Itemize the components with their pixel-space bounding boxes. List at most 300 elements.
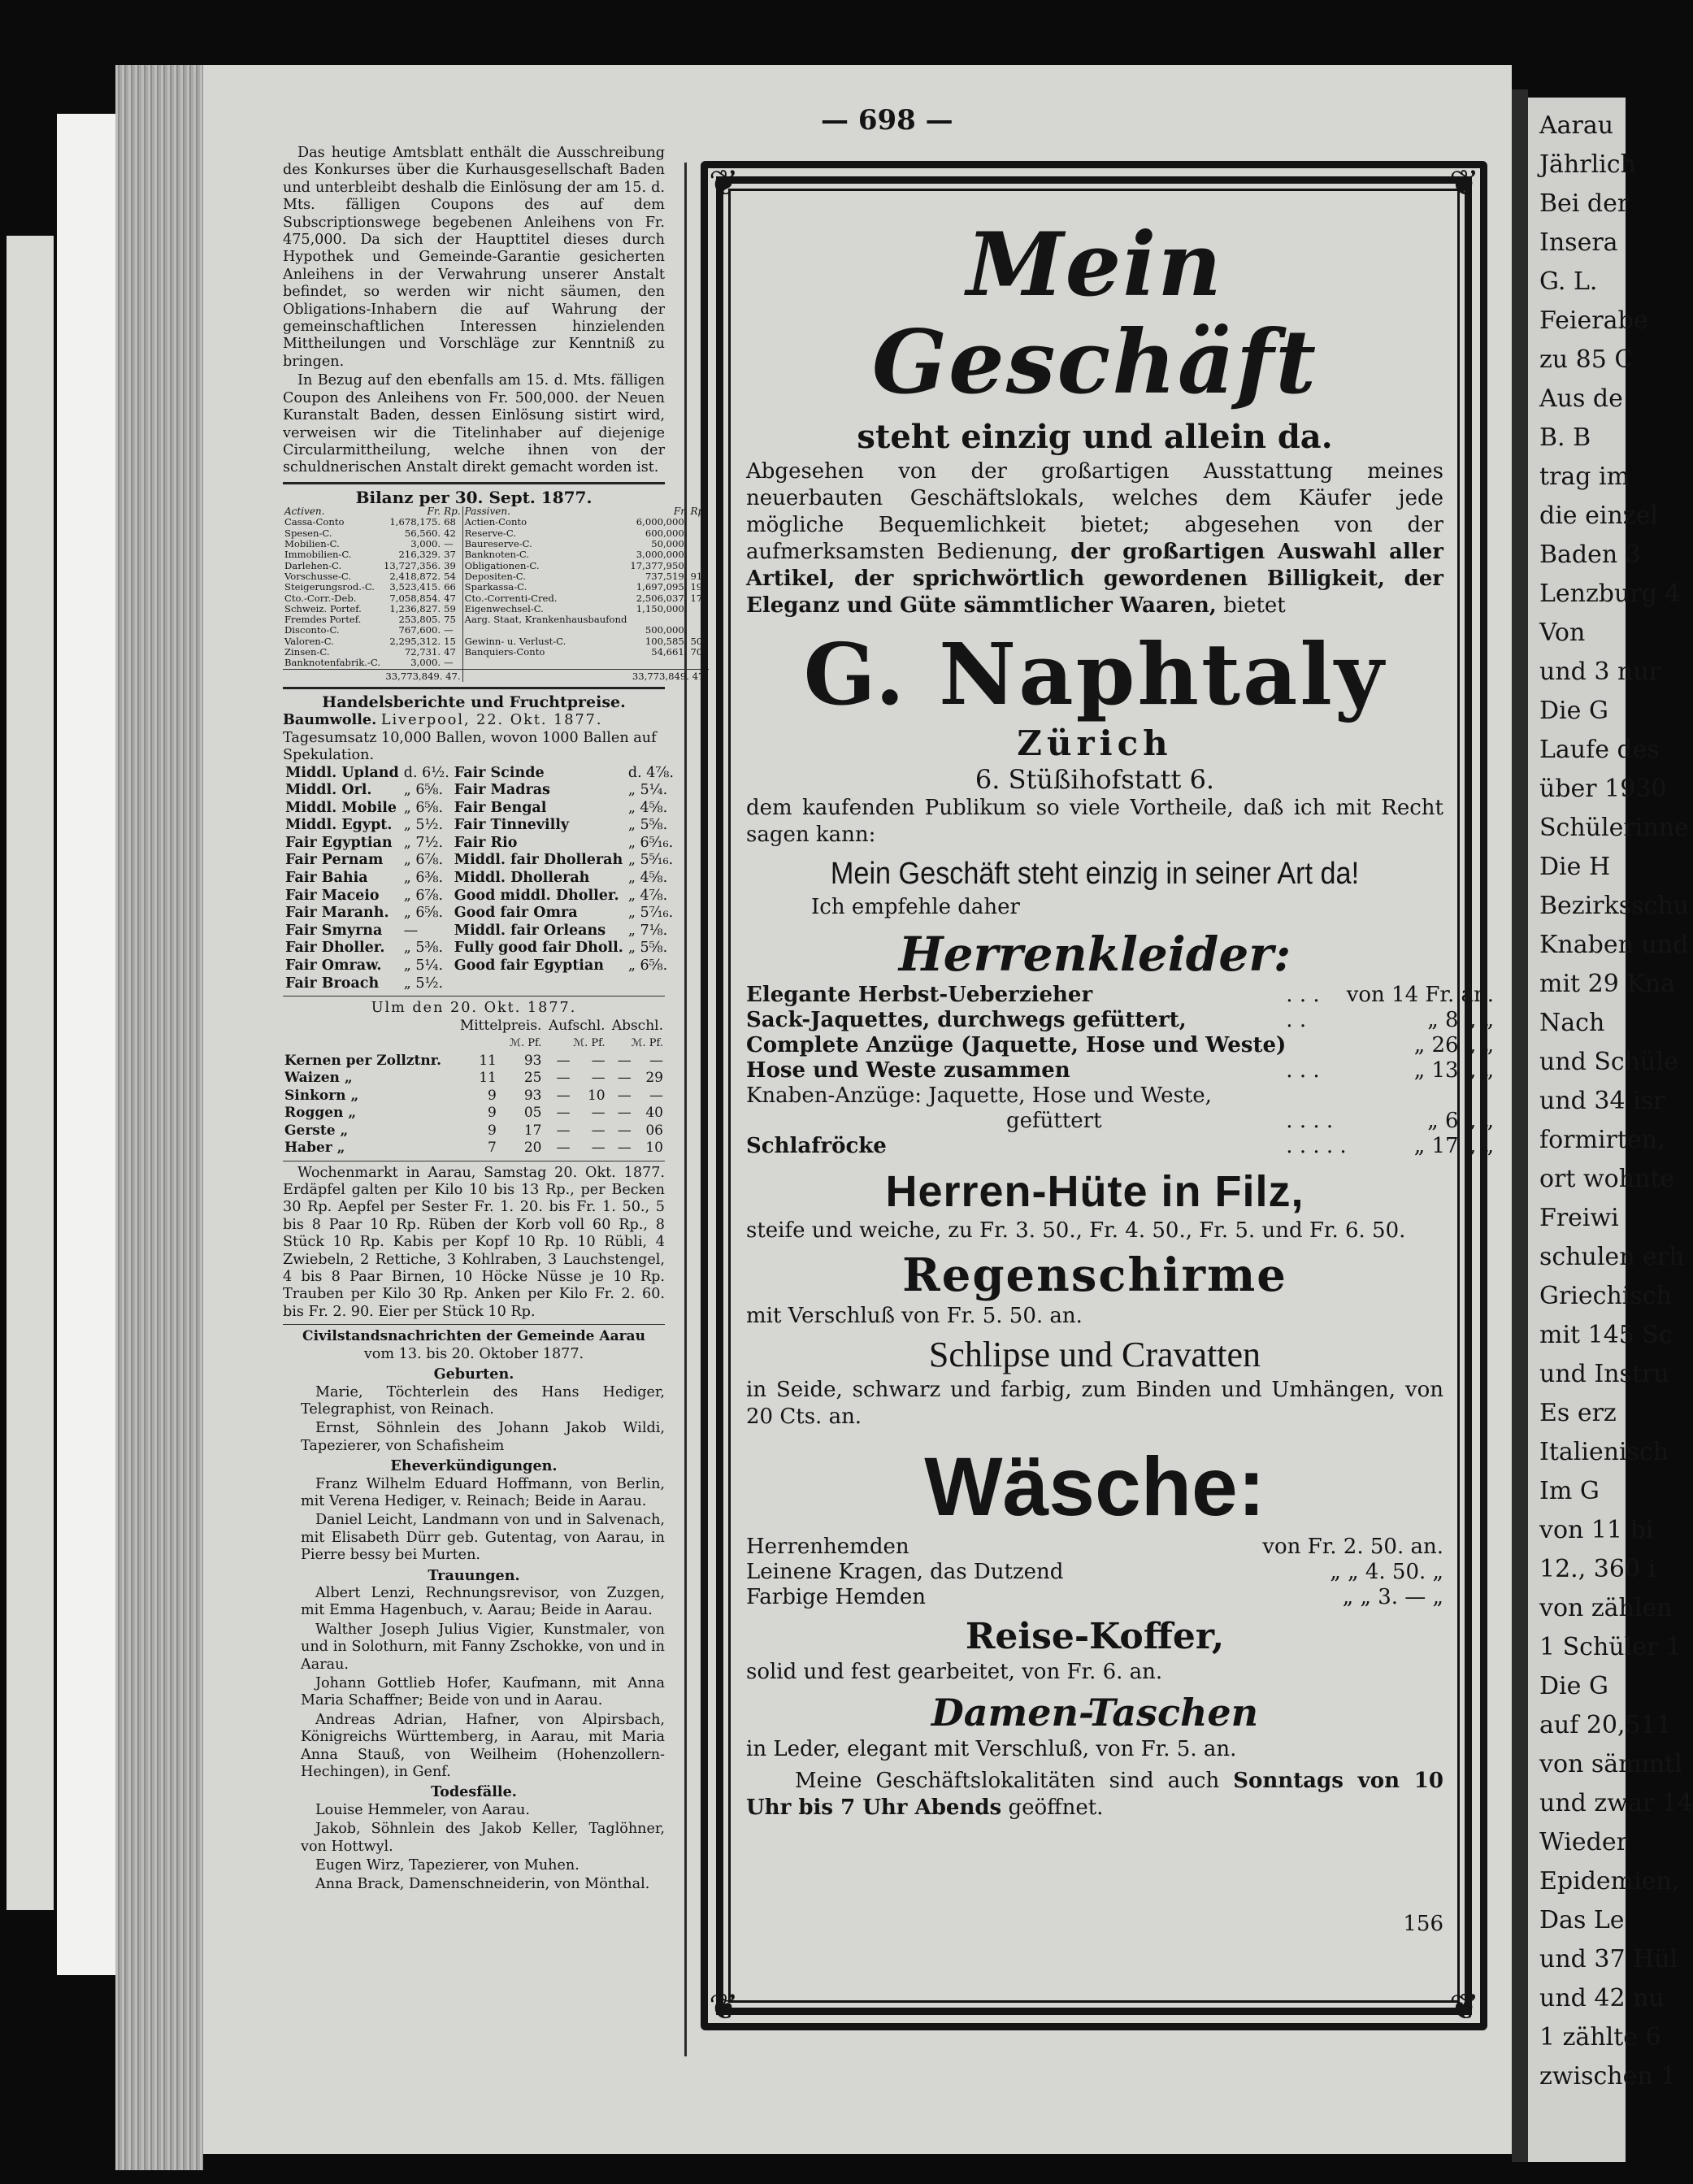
- bilanz-cell: 56,560.: [404, 527, 441, 539]
- facing-page-line: über 1930: [1539, 775, 1667, 803]
- bilanz-fr-head: Fr.: [427, 506, 441, 518]
- ad-subheadline: steht einzig und allein da.: [857, 418, 1333, 456]
- facing-page-line: von sämmtl: [1539, 1750, 1682, 1778]
- cotton-cell: „ 4⅝.: [627, 799, 668, 816]
- price-row: [746, 1535, 1443, 1560]
- price-row: [746, 1008, 1494, 1033]
- item-name: Herrenhemden: [746, 1535, 909, 1559]
- herrenkleider-price-list: [746, 983, 1494, 1159]
- facing-page-line: formirten,: [1539, 1126, 1665, 1154]
- bilanz-cell: [462, 658, 628, 669]
- civil-entry: Johann Gottlieb Hofer, Kaufmann, mit Anna Maria Schaffner; Beide von und in Aarau.: [301, 1675, 665, 1709]
- facing-page-line: Insera: [1539, 228, 1618, 257]
- bilanz-cell: 91: [690, 570, 703, 582]
- facing-page-line: Nach: [1539, 1009, 1605, 1037]
- bilanz-cell: Obligationen-C.: [462, 561, 628, 571]
- cotton-cell: „ 6⅝.: [627, 957, 668, 975]
- facing-page-line: Von: [1539, 619, 1586, 647]
- leader-dots: [1286, 1083, 1346, 1109]
- cotton-cell: Middl. Egypt.: [285, 817, 393, 834]
- grain-cell: —: [556, 1140, 571, 1157]
- cotton-cell: —: [403, 922, 419, 939]
- bilanz-cell: 17,377,950.: [630, 559, 688, 571]
- facing-page-line: und 37 Hül: [1539, 1945, 1678, 1973]
- cotton-label: Baumwolle.: [283, 711, 377, 729]
- item-price: „ „ 3. — „: [1342, 1585, 1443, 1609]
- civil-title: Civilstandsnachrichten der Gemeinde Aarau: [302, 1328, 645, 1345]
- divider: [283, 482, 665, 484]
- bilanz-cell: Mobilien-C.: [284, 538, 340, 550]
- cotton-cell: Fair Pernam: [285, 852, 384, 869]
- bilanz-cell: 50,000.: [651, 538, 688, 550]
- grain-cell: 9: [488, 1122, 497, 1139]
- bilanz-row: [283, 539, 709, 549]
- cotton-row: [283, 852, 676, 870]
- facing-page-line: 12., 360 i: [1539, 1555, 1656, 1583]
- bilanz-activen-head: Activen.: [284, 506, 325, 518]
- cotton-cell: „ 6⁵⁄₁₆.: [627, 834, 674, 851]
- cotton-cell: „ 5½.: [403, 975, 444, 992]
- leader-dots: [1286, 1033, 1346, 1058]
- grain-row: [283, 1140, 665, 1157]
- item-price: von 14 Fr. an.: [1346, 983, 1495, 1007]
- item-price: „ 8 „ „: [1427, 1008, 1495, 1032]
- facing-page-line: schulen erh: [1539, 1243, 1685, 1271]
- bilanz-cell: 6,000,000.: [636, 516, 688, 528]
- civil-entry: Jakob, Söhnlein des Jakob Keller, Taglöhner, von Hottwyl.: [301, 1821, 665, 1855]
- bilanz-title: Bilanz per 30. Sept. 1877.: [355, 487, 593, 507]
- bilanz-cell: 19: [690, 581, 703, 593]
- bilanz-cell: 3,000.: [410, 657, 441, 669]
- civil-entry: Anna Brack, Damenschneiderin, von Mönthal.: [315, 1876, 650, 1893]
- cotton-row: [283, 817, 676, 835]
- facing-page-line: G. L.: [1539, 267, 1598, 296]
- grain-head-abschl: Abschl.: [611, 1017, 663, 1034]
- cotton-row: [283, 923, 676, 940]
- stacked-page-edges: [115, 65, 203, 2170]
- facing-page-line: 1 zählte 6: [1539, 2023, 1661, 2052]
- facing-page-line: B. B: [1539, 423, 1591, 452]
- grain-cell: 93: [523, 1052, 542, 1069]
- grain-cell: —: [591, 1052, 606, 1069]
- cotton-cell: [626, 975, 676, 993]
- bilanz-cell: 37: [444, 549, 456, 561]
- grain-cell: 29: [645, 1070, 663, 1087]
- facing-page-line: und 42 nu: [1539, 1984, 1665, 2012]
- bilanz-cell: 2,295,312.: [389, 635, 441, 647]
- cotton-cell: Fully good fair Dholl.: [454, 940, 623, 957]
- bilanz-total-activen: 33,773,849. 47.: [382, 669, 462, 682]
- facing-page-line: Die H: [1539, 853, 1611, 881]
- ad-intro-2: dem kaufenden Publikum so viele Vortheile, daß ich mit Recht sagen kann:: [746, 796, 1443, 847]
- cotton-cell: „ 5¼.: [403, 957, 444, 975]
- grain-cell: —: [556, 1122, 571, 1139]
- bilanz-row: [283, 636, 709, 647]
- bilanz-cell: 1,150,000.: [636, 602, 688, 614]
- bilanz-row: [283, 582, 709, 593]
- grain-cell: 11: [479, 1052, 497, 1069]
- cotton-cell: Fair Bahia: [285, 870, 368, 887]
- cotton-cell: Middl. Upland: [285, 764, 399, 781]
- bilanz-cell: 47: [444, 592, 456, 604]
- facing-page-line: Aus de: [1539, 384, 1623, 413]
- ad-intro-c: bietet: [1223, 593, 1286, 618]
- grain-row: [283, 1122, 665, 1140]
- bilanz-cell: Schweiz. Portef.: [284, 602, 362, 614]
- grain-cell: 9: [488, 1087, 497, 1104]
- facing-page-line: und zwar 14: [1539, 1789, 1693, 1817]
- cotton-row: [283, 870, 676, 888]
- section-herren-huete: Herren-Hüte in Filz,: [885, 1167, 1304, 1216]
- cotton-cell: Middl. fair Orleans: [454, 922, 606, 939]
- page-number: — 698 —: [821, 104, 953, 137]
- bilanz-cell: 50: [690, 635, 703, 647]
- cotton-cell: Fair Smyrna: [285, 922, 383, 939]
- grain-cell: 20: [523, 1140, 542, 1157]
- bilanz-cell: Aarg. Staat, Krankenhausbaufond: [462, 614, 628, 625]
- grain-cell: Kernen per Zollztnr.: [284, 1052, 442, 1069]
- bilanz-cell: Darlehen-C.: [284, 559, 342, 571]
- cotton-cell: „ 5¼.: [627, 782, 668, 799]
- handel-title: Handelsberichte und Fruchtpreise.: [322, 693, 626, 711]
- bilanz-cell: Cto.-Correnti-Cred.: [462, 593, 628, 604]
- bilanz-rp-head: Rp.: [444, 506, 461, 518]
- bilanz-row: [283, 625, 709, 636]
- section-schlipse: Schlipse und Cravatten: [928, 1335, 1261, 1374]
- bilanz-cell: 7,058,854.: [389, 592, 441, 604]
- bilanz-row: [283, 604, 709, 614]
- grain-cell: 05: [523, 1105, 542, 1122]
- cotton-row: [283, 975, 676, 993]
- bilanz-cell: —: [444, 657, 454, 669]
- cotton-row: [283, 800, 676, 818]
- facing-page-line: und 3 nur: [1539, 658, 1660, 686]
- facing-page-line: von 11 bi: [1539, 1516, 1654, 1544]
- grain-unit: ℳ. Pf.: [510, 1037, 542, 1050]
- facing-page-line: und Schüle: [1539, 1048, 1678, 1076]
- koffer-text: solid und fest gearbeitet, von Fr. 6. an.: [746, 1660, 1163, 1684]
- grain-cell: 40: [645, 1105, 663, 1122]
- bilanz-cell: —: [444, 624, 454, 636]
- bilanz-cell: Spesen-C.: [284, 527, 332, 539]
- bilanz-cell: Zinsen-C.: [284, 645, 330, 658]
- grain-cell: 25: [523, 1070, 542, 1087]
- cotton-cell: Fair Egyptian: [285, 834, 393, 851]
- cotton-cell: „ 4⅞.: [627, 887, 668, 904]
- bilanz-cell: 253,805.: [398, 614, 441, 626]
- ulm-title: Ulm den 20. Okt. 1877.: [371, 1000, 577, 1017]
- bilanz-cell: 17: [690, 592, 703, 604]
- huete-text: steife und weiche, zu Fr. 3. 50., Fr. 4. 50., Fr. 5. und Fr. 6. 50.: [746, 1218, 1406, 1243]
- grain-cell: —: [617, 1070, 632, 1087]
- bilanz-cell: 15: [444, 635, 456, 647]
- bilanz-cell: 2,418,872.: [389, 570, 441, 582]
- cotton-cell: Fair Broach: [285, 975, 380, 992]
- cotton-cell: „ 5⅝.: [627, 817, 668, 834]
- facing-page-line: mit 145 Sc: [1539, 1321, 1673, 1349]
- naphtaly-advertisement: [701, 161, 1495, 2030]
- facing-page-line: Jährlich: [1539, 150, 1636, 179]
- cotton-cell: Fair Maceio: [285, 887, 380, 904]
- facing-page-line: Die G: [1539, 1672, 1608, 1700]
- price-row: [746, 1134, 1494, 1159]
- corner-ornament-icon: ❦: [1449, 163, 1479, 204]
- corner-ornament-icon: ❦: [1449, 1986, 1479, 2028]
- bilanz-cell: Steigerungsrod.-C.: [284, 581, 375, 593]
- facing-page-line: Das Le: [1539, 1906, 1625, 1934]
- price-row: [746, 1058, 1494, 1083]
- cotton-row: [283, 835, 676, 853]
- bilanz-cell: 500,000.: [645, 624, 688, 636]
- cotton-cell: „ 7⅛.: [627, 922, 668, 939]
- cotton-row: [283, 940, 676, 957]
- bilanz-row: [283, 517, 709, 528]
- grain-head-mittel: Mittelpreis.: [459, 1017, 542, 1034]
- bilanz-cell: Depositen-C.: [462, 571, 628, 582]
- facing-page-line: die einzel: [1539, 501, 1658, 530]
- civil-entry: Louise Hemmeler, von Aarau.: [315, 1801, 530, 1818]
- item-price: „ 13 „ „: [1413, 1058, 1495, 1083]
- bilanz-cell: Gewinn- u. Verlust-C.: [462, 636, 628, 647]
- geburten-heading: Geburten.: [433, 1366, 514, 1383]
- cotton-cell: „ 6⅜.: [403, 870, 444, 887]
- bilanz-cell: Valoren-C.: [284, 635, 334, 647]
- bilanz-cell: Fremdes Portef.: [284, 614, 362, 626]
- opening-b: Sonntags von 10 Uhr bis 7 Uhr Abends: [746, 1769, 1443, 1820]
- grain-cell: —: [591, 1140, 606, 1157]
- bilanz-cell: Cassa-Conto: [284, 516, 345, 528]
- bilanz-cell: Baureserve-C.: [462, 539, 628, 549]
- corner-ornament-icon: ❦: [709, 163, 739, 204]
- item-name: gefüttert: [1006, 1109, 1102, 1133]
- ehe-heading: Eheverkündigungen.: [390, 1457, 558, 1475]
- bilanz-cell: 3,000.: [410, 538, 441, 550]
- cotton-cell: Good middl. Dholler.: [454, 887, 619, 904]
- item-name: Hose und Weste zusammen: [746, 1058, 1070, 1083]
- facing-page-line: Lenzburg 4: [1539, 580, 1681, 608]
- schlipse-text: in Seide, schwarz und farbig, zum Binden und Umhängen, von 20 Cts. an.: [746, 1378, 1443, 1429]
- bilanz-row: [283, 561, 709, 571]
- cotton-cell: Fair Omraw.: [285, 957, 382, 975]
- cotton-cell: „ 6⅞.: [403, 852, 444, 869]
- civil-entry: Eugen Wirz, Tapezierer, von Muhen.: [315, 1857, 580, 1874]
- taschen-text: in Leder, elegant mit Verschluß, von Fr. 5. an.: [746, 1737, 1237, 1761]
- bilanz-cell: Banknoten-C.: [462, 549, 628, 560]
- item-price: „ 6 „ „: [1427, 1109, 1495, 1133]
- grain-cell: —: [617, 1105, 632, 1122]
- facing-page-line: trag im: [1539, 462, 1630, 491]
- grain-cell: Gerste „: [284, 1122, 349, 1139]
- ad-intro: [746, 458, 1443, 619]
- bilanz-cell: 600,000.: [645, 527, 688, 539]
- grain-cell: Haber „: [284, 1140, 345, 1157]
- grain-row: [283, 1088, 665, 1105]
- cotton-cell: „ 7½.: [403, 834, 444, 851]
- bilanz-cell: 47: [444, 645, 456, 658]
- cotton-cell: „ 6⅝.: [403, 905, 444, 922]
- bilanz-cell: [628, 658, 688, 669]
- facing-page-line: Freiwi: [1539, 1204, 1619, 1232]
- cotton-cell: Middl. Dhollerah: [454, 870, 590, 887]
- bilanz-cell: 66: [444, 581, 456, 593]
- schirme-text: mit Verschluß von Fr. 5. 50. an.: [746, 1304, 1083, 1328]
- bilanz-row: [283, 593, 709, 604]
- cotton-cell: Fair Maranh.: [285, 905, 389, 922]
- notice-kurhaus: Das heutige Amtsblatt enthält die Ausschreibung des Konkurses über die Kurhausgesellschaft Baden und unterbleibt deshalb die Einlösung der am 15. d. Mts. fälligen Coupons des auf dem Subscriptionswege begebenen Anleihens von Fr. 475,000. Da sich der Haupttitel dieses durch Hypothek und Gemeinde-Garantie gesicherten Anleihens in der Verwahrung unserer Anstalt befindet, so werden wir nicht säumen, den Obligations-Inhabern die auf Wahrung der gemeinschaftlichen Interessen hinzielenden Mittheilungen und Vorschläge zur Kenntniß zu bringen.: [283, 145, 665, 370]
- bilanz-cell: —: [444, 538, 454, 550]
- waesche-price-list: [746, 1535, 1443, 1610]
- bilanz-cell: Cto.-Corr.-Deb.: [284, 592, 357, 604]
- price-row: [746, 1560, 1443, 1585]
- bilanz-total-passiven: 33,773,849. 47.: [628, 669, 709, 682]
- leader-dots: . . . .: [1286, 1109, 1334, 1133]
- leader-dots: . . . . .: [1286, 1134, 1347, 1158]
- cotton-turnover: Tagesumsatz 10,000 Ballen, wovon 1000 Ballen auf Spekulation.: [283, 729, 657, 764]
- bilanz-cell: Reserve-C.: [462, 528, 628, 539]
- facing-page-line: auf 20,511: [1539, 1711, 1672, 1739]
- facing-page-line: Bezirksschu: [1539, 892, 1689, 920]
- ad-headline: Mein Geschäft: [871, 214, 1318, 414]
- section-reise-koffer: Reise-Koffer,: [965, 1616, 1225, 1657]
- opening-hours: [746, 1768, 1443, 1821]
- bilanz-cell: 1,678,175.: [389, 516, 441, 528]
- grain-row: [283, 1105, 665, 1122]
- bilanz-cell: 3,000,000.: [636, 549, 688, 561]
- bilanz-cell: 1,697,095.: [636, 581, 688, 593]
- cotton-price-table: [283, 765, 676, 993]
- civil-entry: Marie, Töchterlein des Hans Hediger, Telegraphist, von Reinach.: [301, 1383, 665, 1418]
- grain-cell: 06: [645, 1122, 663, 1139]
- corner-ornament-icon: ❦: [709, 1986, 739, 2028]
- facing-page-line: Bei der: [1539, 189, 1630, 218]
- civil-entry: Franz Wilhelm Eduard Hoffmann, von Berlin, mit Verena Hediger, v. Reinach; Beide in Aarau.: [301, 1475, 665, 1509]
- bilanz-row: [283, 571, 709, 582]
- cotton-location-date: Liverpool, 22. Okt. 1877.: [380, 712, 603, 729]
- opening-a: Meine Geschäftslokalitäten sind auch: [795, 1769, 1220, 1793]
- cotton-cell: „ 5⁵⁄₁₆.: [627, 852, 674, 869]
- bilanz-cell: 13,727,356.: [384, 559, 441, 571]
- gutter: [1512, 89, 1528, 2162]
- grain-cell: —: [556, 1052, 571, 1069]
- civil-entry: Walther Joseph Julius Vigier, Kunstmaler, von und in Solothurn, mit Fanny Zschokke, von und in Aarau.: [301, 1621, 665, 1673]
- grain-cell: Roggen „: [284, 1105, 357, 1122]
- divider: [283, 687, 665, 689]
- ad-reference-number: 156: [1403, 1912, 1443, 1936]
- cotton-row: [283, 782, 676, 800]
- cotton-row: [283, 888, 676, 905]
- bilanz-row: [283, 549, 709, 560]
- cotton-cell: „ 5½.: [403, 817, 444, 834]
- facing-page-line: und 34 isr: [1539, 1087, 1665, 1115]
- civil-entry: Ernst, Söhnlein des Johann Jakob Wildi, Tapezierer, von Schafisheim: [301, 1420, 665, 1454]
- merchant-name: G. Naphtaly: [803, 624, 1387, 724]
- grain-cell: —: [649, 1052, 663, 1069]
- section-damen-taschen: Damen-Taschen: [931, 1691, 1259, 1735]
- item-name: Elegante Herbst-Ueberzieher: [746, 983, 1093, 1007]
- grain-cell: —: [649, 1087, 663, 1104]
- trau-heading: Trauungen.: [428, 1566, 520, 1584]
- civil-entry: Andreas Adrian, Hafner, von Alpirsbach, Königreichs Württemberg, in Aarau, mit Maria Anna Stauß, von Weilheim (Hohenzollern-Hechingen), in Genf.: [301, 1711, 665, 1781]
- cotton-row: [283, 905, 676, 923]
- cotton-cell: Fair Rio: [454, 834, 518, 851]
- bilanz-cell: [628, 614, 688, 625]
- cotton-cell: Fair Madras: [454, 782, 550, 799]
- grain-cell: 93: [523, 1087, 542, 1104]
- leader-dots: . . .: [1286, 1058, 1320, 1083]
- merchant-city: Zürich: [1017, 723, 1173, 763]
- cotton-row: [283, 765, 676, 783]
- left-column: [283, 145, 708, 1895]
- facing-page-line: zwischen 1: [1539, 2062, 1677, 2091]
- bilanz-table: [283, 506, 709, 682]
- grain-cell: —: [617, 1052, 632, 1069]
- cotton-cell: „ 6⅝.: [403, 799, 444, 816]
- facing-page-line: Aarau: [1539, 111, 1614, 140]
- facing-page-line: ort wohnte: [1539, 1165, 1675, 1193]
- price-row: [746, 1585, 1443, 1610]
- grain-cell: Waizen „: [284, 1070, 353, 1087]
- bilanz-cell: 767,600.: [398, 624, 441, 636]
- grain-cell: 7: [488, 1140, 497, 1157]
- item-name: Complete Anzüge (Jaquette, Hose und Weste): [746, 1033, 1287, 1057]
- bilanz-cell: 59: [444, 602, 456, 614]
- opening-c: geöffnet.: [1008, 1795, 1104, 1820]
- grain-row: [283, 1070, 665, 1088]
- cotton-cell: [452, 975, 626, 993]
- grain-price-table: [283, 1018, 665, 1157]
- cotton-cell: Middl. Mobile: [285, 799, 397, 816]
- facing-page-line: von zählen: [1539, 1594, 1673, 1622]
- bilanz-cell: [462, 625, 628, 636]
- leader-dots: . .: [1286, 1008, 1307, 1032]
- wochenmarkt-report: Wochenmarkt in Aarau, Samstag 20. Okt. 1877. Erdäpfel galten per Kilo 10 bis 13 Rp., per Becken 30 Rp. Aepfel per Sester Fr. 1. 20. bis Fr. 1. 50., 5 bis 8 Paar 10 Rp. Rüben der Korb voll 60 Rp., 8 Stück 10 Rp. Kabis per Kopf 10 Rp. 10 Rübli, 4 Zwiebeln, 2 Rettiche, 3 Kohlraben, 3 Lauchstengel, 4 bis 8 Paar Birnen, 10 Höcke Nüsse je 10 Rp. Trauben per Kilo 30 Rp. Anken per Kilo Fr. 2. 60. bis Fr. 2. 90. Eier per Stück 10 Rp.: [283, 1164, 665, 1320]
- grain-cell: —: [617, 1122, 632, 1139]
- bilanz-cell: 54,661.: [651, 645, 688, 658]
- notice-kuranstalt: In Bezug auf den ebenfalls am 15. d. Mts. fälligen Coupon des Anleihens von Fr. 500,000. der Neuen Kuranstalt Baden, dessen Einlösung sistirt wird, verweisen wir die Titelinhaber auf diejenige Circularmittheilung, welche ihnen von der schuldnerischen Anstalt direkt gemacht worden ist.: [283, 372, 665, 476]
- price-row: [746, 1109, 1494, 1134]
- item-price: „ 17 „ „: [1413, 1134, 1495, 1158]
- cotton-cell: „ 5⅝.: [627, 940, 668, 957]
- tod-heading: Todesfälle.: [431, 1783, 517, 1801]
- bilanz-cell: 68: [444, 516, 456, 528]
- cotton-cell: Middl. fair Dhollerah: [454, 852, 623, 869]
- cotton-cell: Fair Scinde: [454, 764, 545, 781]
- cotton-cell: Fair Dholler.: [285, 940, 385, 957]
- bilanz-passiven-head: Passiven.: [462, 506, 628, 517]
- section-waesche: Wäsche:: [924, 1440, 1265, 1533]
- facing-page-line: Baden 3: [1539, 541, 1641, 569]
- facing-page-line: Wieder: [1539, 1828, 1628, 1856]
- item-name: Leinene Kragen, das Dutzend: [746, 1560, 1064, 1584]
- facing-page-line: Feierabe: [1539, 306, 1648, 335]
- bilanz-cell: 2,506,037.: [636, 592, 688, 604]
- book-page-edge: [57, 114, 115, 1975]
- cotton-cell: Fair Tinnevilly: [454, 817, 570, 834]
- civil-entry: Daniel Leicht, Landmann von und in Salvenach, mit Elisabeth Dürr geb. Gutentag, von Aarau, in Pierre bessy bei Murten.: [301, 1512, 665, 1564]
- bilanz-rp-head-2: Rp.: [690, 506, 708, 518]
- price-row: [746, 983, 1494, 1008]
- column-rule: [684, 163, 687, 2056]
- grain-cell: —: [617, 1140, 632, 1157]
- grain-unit: ℳ. Pf.: [631, 1037, 663, 1050]
- bilanz-cell: 3,523,415.: [389, 581, 441, 593]
- book-edge-strip: [7, 236, 54, 1910]
- facing-page-line: mit 29 Kna: [1539, 970, 1675, 998]
- bilanz-cell: 72,731.: [404, 645, 441, 658]
- facing-page-fragment: [1528, 98, 1693, 2162]
- grain-cell: Sinkorn „: [284, 1087, 359, 1104]
- bilanz-cell: 737,519.: [645, 570, 688, 582]
